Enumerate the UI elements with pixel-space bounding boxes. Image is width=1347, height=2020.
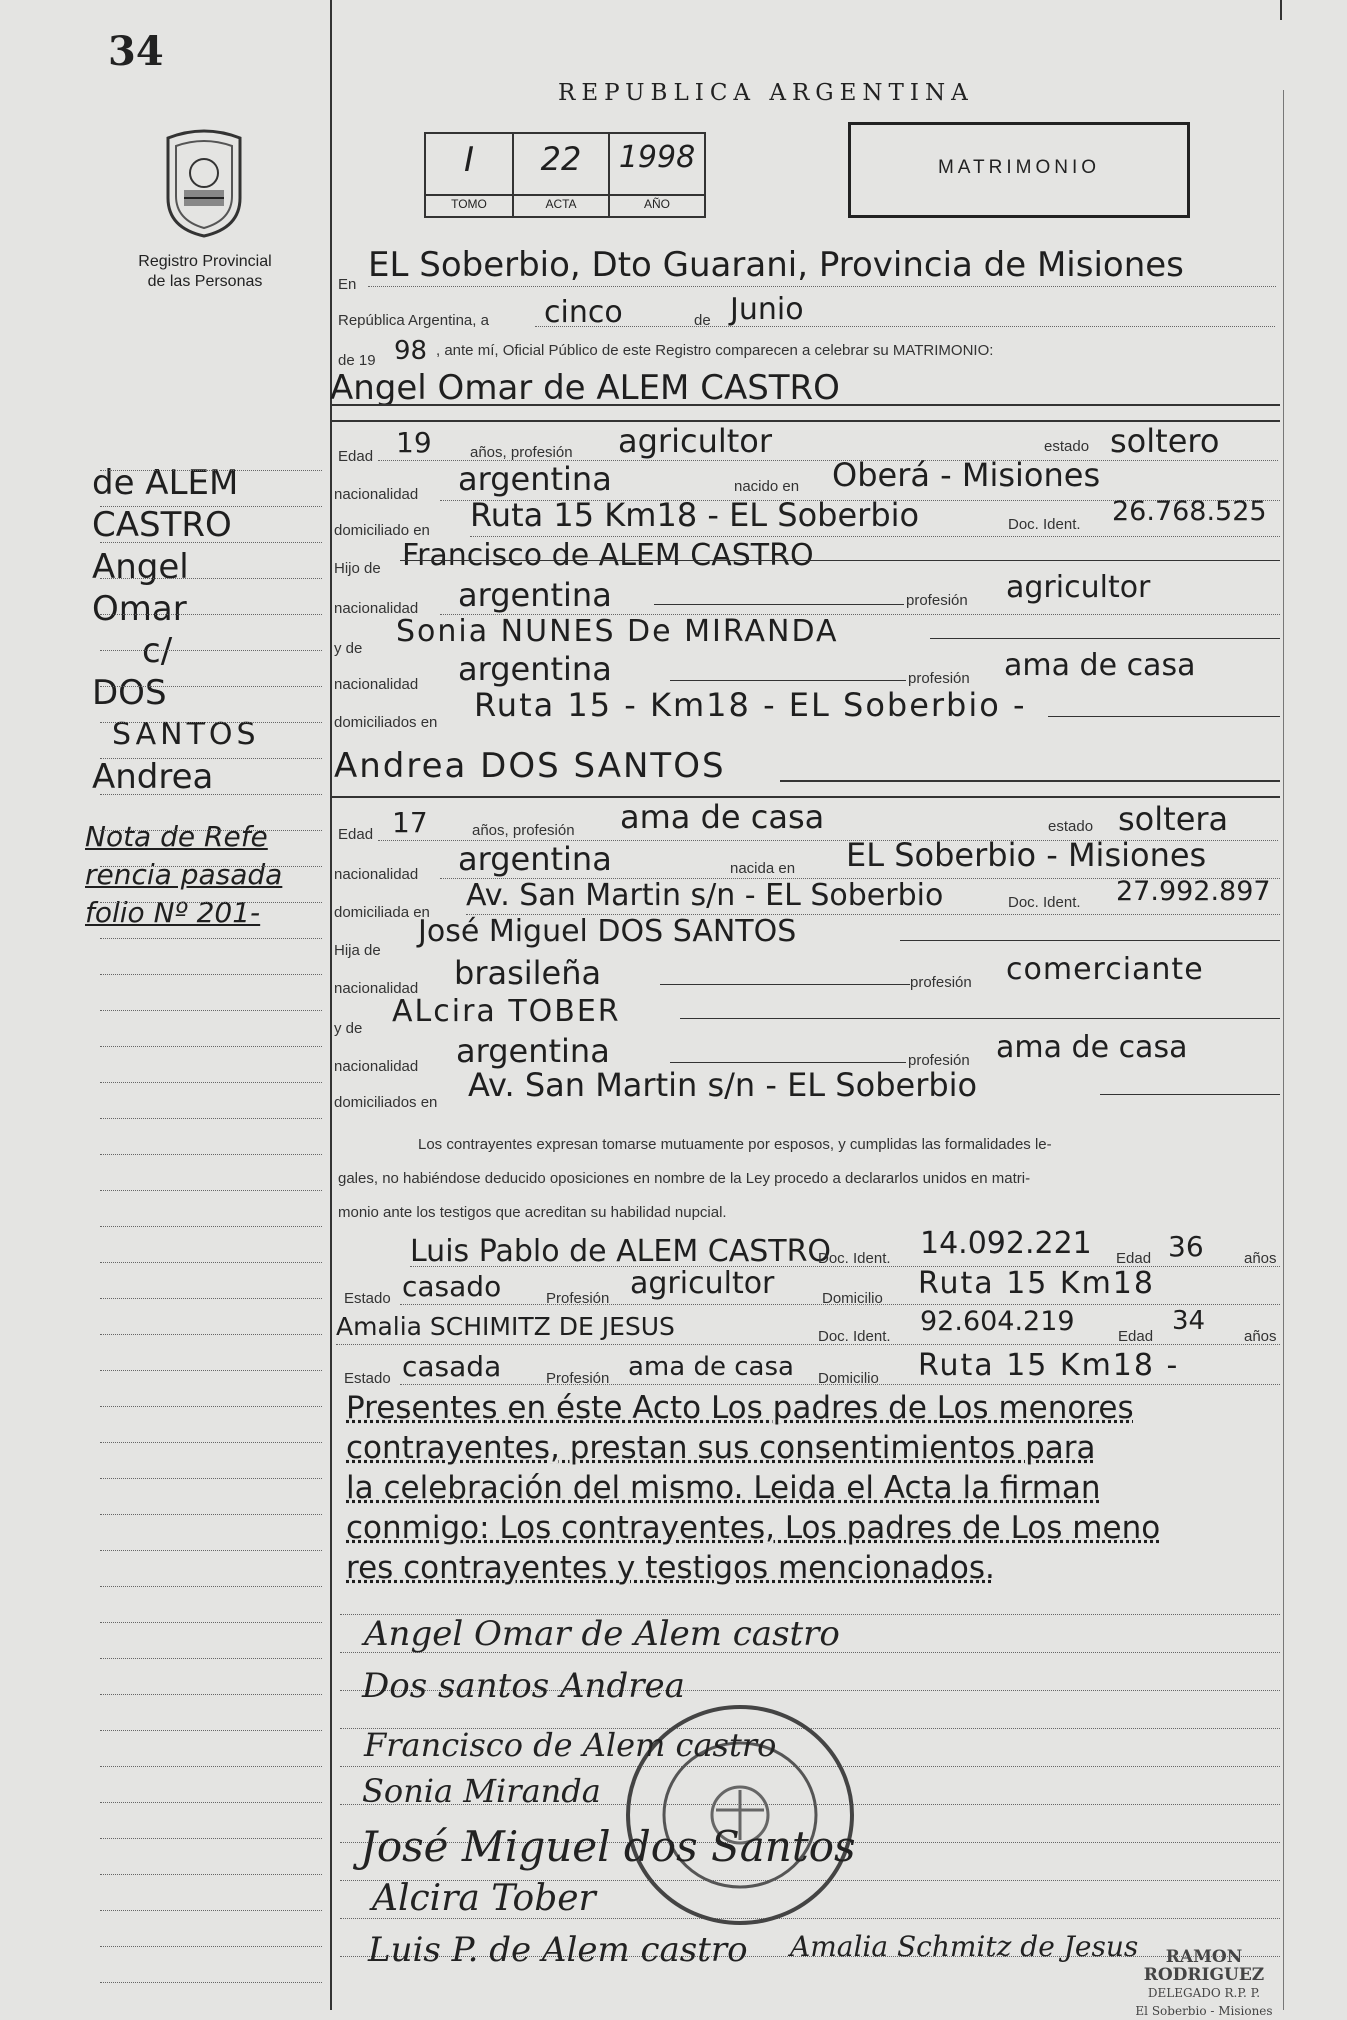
groom-nac-label: nacionalidad (334, 486, 419, 503)
month: Junio (730, 292, 804, 327)
witness1-profesion-label: Profesión (546, 1290, 610, 1307)
bride-mother-nat: argentina (456, 1032, 610, 1070)
margin-note-2: rencia pasada (85, 858, 283, 891)
margin-dotted-line (100, 1586, 322, 1587)
official-stamp (1104, 1948, 1304, 2020)
margin-dotted-line (100, 866, 322, 867)
witness2-age: 34 (1172, 1306, 1206, 1336)
margin-dotted-line (100, 1478, 322, 1479)
tomo-label: TOMO (451, 197, 487, 211)
groom-yde-label: y de (334, 640, 363, 657)
signature-6: Alcira Tober (372, 1878, 596, 1919)
bride-edad-label: Edad (338, 826, 374, 843)
groom-edad-label: Edad (338, 448, 374, 465)
groom-address: Ruta 15 Km18 - EL Soberbio (470, 496, 920, 534)
margin-dotted-line (100, 650, 322, 651)
statement-line-2: gales, no habiéndose deducido oposiciones en nombre de la Ley procedo a declararlos unidos en matri- (338, 1170, 1031, 1187)
witness2-estado: casada (402, 1350, 502, 1383)
groom-name: Angel Omar de ALEM CASTRO (330, 368, 840, 408)
witness2-doc: 92.604.219 (920, 1306, 1075, 1337)
republica-label: República Argentina, a (338, 312, 489, 329)
official-name: RAMON RODRIGUEZ (1143, 1947, 1265, 1985)
margin-dotted-line (100, 1874, 322, 1875)
groom-nationality: argentina (458, 460, 612, 498)
groom-birthplace: Oberá - Misiones (832, 456, 1101, 494)
witness2-estado-label: Estado (344, 1370, 391, 1387)
registry-line1: Registro Provincial (138, 253, 272, 270)
witness2-domicilio: Ruta 15 Km18 - (918, 1348, 1180, 1383)
page-number: 34 (108, 28, 164, 75)
groom-parents-address: Ruta 15 - Km18 - EL Soberbio - (474, 686, 1027, 724)
margin-dotted-line (100, 614, 322, 615)
groom-doc-label: Doc. Ident. (1008, 516, 1081, 533)
bride-anos-label: años, profesión (472, 822, 575, 839)
year-prefix: de 19 (338, 352, 376, 369)
margin-dotted-line (100, 1514, 322, 1515)
ano-label: AÑO (643, 197, 670, 211)
signature-4: Sonia Miranda (362, 1772, 601, 1810)
margin-note-1: Nota de Refe (85, 820, 268, 853)
bride-address: Av. San Martin s/n - EL Soberbio (466, 878, 944, 913)
groom-profession: agricultor (618, 422, 773, 460)
witness1-profession: agricultor (630, 1266, 775, 1301)
groom-mother-prof: ama de casa (1004, 648, 1196, 683)
year-suffix: 98 (394, 336, 428, 366)
bride-profession: ama de casa (620, 798, 825, 836)
en-label: En (338, 276, 357, 293)
margin-name-7: SANTOS (112, 717, 260, 752)
witness2-name: Amalia SCHIMITZ DE JESUS (336, 1312, 675, 1341)
bride-father-prof-label: profesión (910, 974, 972, 991)
margin-dotted-line (100, 1946, 322, 1947)
margin-dotted-line (100, 722, 322, 723)
witness2-doc-label: Doc. Ident. (818, 1328, 891, 1345)
bride-father-prof: comerciante (1006, 952, 1204, 987)
signature-3: Francisco de Alem castro (364, 1726, 777, 1764)
witness1-doc-label: Doc. Ident. (818, 1250, 891, 1267)
bride-civil-status: soltera (1118, 800, 1229, 838)
margin-dotted-line (100, 974, 322, 975)
margin-dotted-line (100, 902, 322, 903)
bride-mother-prof-label: profesión (908, 1052, 970, 1069)
official-title: DELEGADO R.P. P. (1147, 1986, 1261, 2000)
registry-line2: de las Personas (147, 273, 263, 290)
signature-1: Angel Omar de Alem castro (364, 1614, 840, 1654)
signature-5: José Miguel dos Santos (360, 1822, 856, 1871)
groom-civil-status: soltero (1110, 422, 1220, 460)
bride-nacida-label: nacida en (730, 860, 796, 877)
witness2-profession: ama de casa (628, 1352, 794, 1382)
record-box (424, 132, 706, 218)
margin-name-6: DOS (92, 673, 167, 713)
margin-note (85, 818, 325, 932)
place: EL Soberbio, Dto Guarani, Provincia de Misiones (368, 245, 1184, 285)
groom-father-nat: argentina (458, 576, 612, 614)
record-type: MATRIMONIO (937, 157, 1101, 178)
bride-hija-label: Hija de (334, 942, 381, 959)
margin-dotted-line (100, 506, 322, 507)
bride-dom-label: domiciliada en (334, 904, 430, 921)
margin-dotted-line (100, 1010, 322, 1011)
official-location: El Soberbio - Misiones (1135, 2004, 1273, 2018)
witness2-domicilio-label: Domicilio (818, 1370, 879, 1387)
groom-mother-prof-label: profesión (908, 670, 970, 687)
bride-mother-prof: ama de casa (996, 1030, 1188, 1065)
margin-dotted-line (100, 1154, 322, 1155)
groom-mother: Sonia NUNES De MIRANDA (396, 614, 839, 649)
witness1-edad-label: Edad (1116, 1250, 1152, 1267)
bride-doc: 27.992.897 (1116, 876, 1271, 907)
province-seal-icon (158, 128, 250, 238)
groom-mother-nat: argentina (458, 650, 612, 688)
margin-dotted-line (100, 686, 322, 687)
margin-name-1: de ALEM (92, 463, 239, 503)
margin-dotted-line (100, 794, 322, 795)
bride-age: 17 (392, 806, 428, 839)
margin-dotted-line (100, 1730, 322, 1731)
acta-value: 22 (540, 140, 582, 178)
margin-dotted-line (100, 1550, 322, 1551)
de-label: de (694, 312, 711, 329)
margin-dotted-line (100, 542, 322, 543)
groom-mother-nac-label: nacionalidad (334, 676, 419, 693)
bride-birthplace: EL Soberbio - Misiones (846, 836, 1207, 874)
record-type-box (848, 122, 1190, 218)
groom-age: 19 (396, 426, 432, 459)
margin-note-3: folio Nº 201- (85, 896, 261, 929)
witness1-estado: casado (402, 1270, 502, 1303)
groom-hijo-label: Hijo de (334, 560, 381, 577)
signature-7: Luis P. de Alem castro (368, 1930, 748, 1970)
bride-name: Andrea DOS SANTOS (334, 746, 726, 786)
groom-father: Francisco de ALEM CASTRO (402, 538, 814, 573)
bride-doms-label: domiciliados en (334, 1094, 438, 1111)
margin-dotted-line (100, 1658, 322, 1659)
signature-8: Amalia Schmitz de Jesus (790, 1930, 1139, 1963)
margin-dotted-line (100, 938, 322, 939)
margin-dotted-line (100, 830, 322, 831)
bride-nac-label: nacionalidad (334, 866, 419, 883)
tomo-value: I (463, 140, 475, 180)
margin-dotted-line (100, 1622, 322, 1623)
witness1-estado-label: Estado (344, 1290, 391, 1307)
witness2-anos-label: años (1244, 1328, 1277, 1345)
margin-dotted-line (100, 1046, 322, 1047)
margin-dotted-line (100, 1370, 322, 1371)
witness2-edad-label: Edad (1118, 1328, 1154, 1345)
groom-doms-label: domiciliados en (334, 714, 438, 731)
margin-dotted-line (100, 1766, 322, 1767)
margin-dotted-line (100, 758, 322, 759)
groom-dom-label: domiciliado en (334, 522, 430, 539)
margin-names (92, 462, 308, 798)
bride-father: José Miguel DOS SANTOS (418, 914, 797, 949)
witness1-doc: 14.092.221 (920, 1226, 1092, 1261)
right-rule (1283, 90, 1284, 2010)
bride-parents-address: Av. San Martin s/n - EL Soberbio (468, 1066, 978, 1104)
margin-dotted-line (100, 1442, 322, 1443)
statement-line-1: Los contrayentes expresan tomarse mutuamente por esposos, y cumplidas las formalidades le- (418, 1136, 1052, 1153)
day: cinco (544, 295, 623, 330)
margin-dotted-line (100, 1910, 322, 1911)
groom-estado-label: estado (1044, 438, 1090, 455)
margin-dotted-line (100, 1190, 322, 1191)
bride-mother-nac-label: nacionalidad (334, 1058, 419, 1075)
groom-anos-label: años, profesión (470, 444, 573, 461)
bride-yde-label: y de (334, 1020, 363, 1037)
witness2-profesion-label: Profesión (546, 1370, 610, 1387)
margin-rule (330, 0, 332, 2010)
remarks-line-4: conmigo: Los contrayentes, Los padres de Los meno (346, 1510, 1161, 1546)
margin-dotted-line (100, 1838, 322, 1839)
margin-dotted-line (100, 1226, 322, 1227)
margin-dotted-line (100, 1694, 322, 1695)
witness1-anos-label: años (1244, 1250, 1277, 1267)
signature-2: Dos santos Andrea (362, 1666, 685, 1706)
margin-name-4: Omar (92, 589, 187, 629)
groom-nacido-label: nacido en (734, 478, 800, 495)
margin-dotted-line (100, 1298, 322, 1299)
statement (338, 1128, 1282, 1230)
margin-name-5: c/ (142, 631, 173, 671)
remarks-line-1: Presentes en éste Acto Los padres de Los menores (346, 1390, 1134, 1426)
ano-value: 1998 (618, 140, 696, 175)
intro-text: , ante mí, Oficial Público de este Registro comparecen a celebrar su MATRIMONIO: (436, 342, 994, 359)
country-title: REPUBLICA ARGENTINA (558, 80, 974, 106)
margin-name-8: Andrea (92, 757, 214, 797)
groom-doc: 26.768.525 (1112, 496, 1267, 527)
bride-father-nac-label: nacionalidad (334, 980, 419, 997)
groom-father-prof: agricultor (1006, 570, 1151, 605)
witness1-age: 36 (1168, 1230, 1204, 1263)
groom-father-prof-label: profesión (906, 592, 968, 609)
margin-dotted-line (100, 1406, 322, 1407)
acta-label: ACTA (545, 197, 577, 211)
bride-mother: ALcira TOBER (392, 994, 621, 1029)
witness1-name: Luis Pablo de ALEM CASTRO (410, 1234, 832, 1269)
margin-dotted-line (100, 578, 322, 579)
top-right-rule (1280, 0, 1282, 20)
groom-father-nac-label: nacionalidad (334, 600, 419, 617)
remarks-line-5: res contrayentes y testigos mencionados. (346, 1550, 995, 1586)
bride-father-nat: brasileña (454, 954, 602, 992)
margin-dotted-line (100, 1262, 322, 1263)
margin-dotted-line (100, 1802, 322, 1803)
margin-dotted-line (100, 1118, 322, 1119)
margin-dotted-line (100, 1082, 322, 1083)
bride-nationality: argentina (458, 840, 612, 878)
registry-name (110, 252, 300, 292)
margin-dotted-line (100, 470, 322, 471)
bride-doc-label: Doc. Ident. (1008, 894, 1081, 911)
margin-dotted-line (100, 1334, 322, 1335)
remarks-line-2: contrayentes, prestan sus consentimientos para (346, 1430, 1096, 1466)
bride-estado-label: estado (1048, 818, 1094, 835)
remarks-line-3: la celebración del mismo. Leida el Acta la firman (346, 1470, 1101, 1506)
margin-dotted-line (100, 1982, 322, 1983)
witness1-domicilio: Ruta 15 Km18 (918, 1266, 1155, 1301)
margin-name-3: Angel (92, 547, 189, 587)
remarks (346, 1388, 1276, 1588)
margin-name-2: CASTRO (92, 505, 232, 545)
witness1-domicilio-label: Domicilio (822, 1290, 883, 1307)
statement-line-3: monio ante los testigos que acreditan su habilidad nupcial. (338, 1204, 727, 1221)
